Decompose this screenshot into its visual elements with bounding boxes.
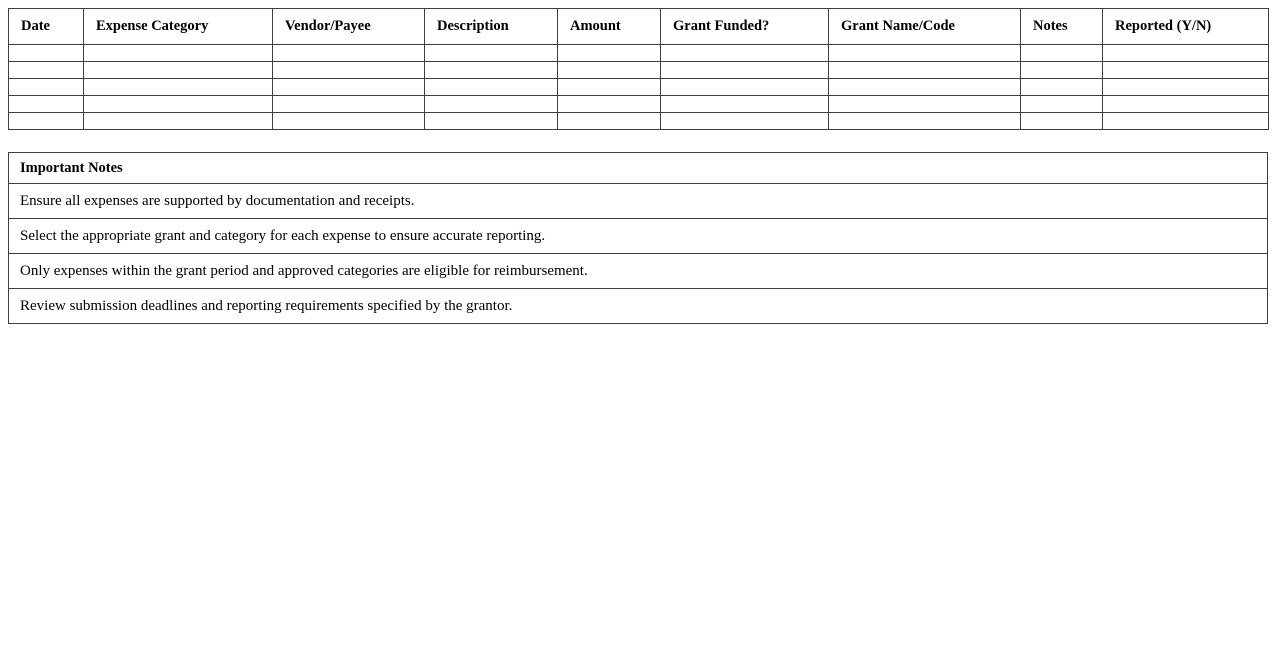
expense-cell[interactable] (1103, 45, 1269, 62)
expense-cell[interactable] (829, 79, 1021, 96)
expense-cell[interactable] (661, 62, 829, 79)
column-header-expense-category: Expense Category (84, 9, 273, 45)
note-item: Review submission deadlines and reporting requirements specified by the grantor. (9, 289, 1268, 324)
expense-cell[interactable] (661, 79, 829, 96)
column-header-amount: Amount (558, 9, 661, 45)
expense-cell[interactable] (661, 45, 829, 62)
expense-cell[interactable] (829, 96, 1021, 113)
expense-cell[interactable] (661, 113, 829, 130)
expense-cell[interactable] (425, 62, 558, 79)
column-header-grant-name-code: Grant Name/Code (829, 9, 1021, 45)
notes-title: Important Notes (9, 153, 1268, 184)
expense-cell[interactable] (273, 62, 425, 79)
expense-row (9, 96, 1269, 113)
expense-cell[interactable] (9, 62, 84, 79)
expense-cell[interactable] (425, 96, 558, 113)
expense-cell[interactable] (273, 113, 425, 130)
expense-cell[interactable] (1021, 113, 1103, 130)
column-header-grant-funded: Grant Funded? (661, 9, 829, 45)
expense-cell[interactable] (558, 96, 661, 113)
column-header-notes: Notes (1021, 9, 1103, 45)
note-row (9, 254, 1268, 289)
expense-cell[interactable] (84, 62, 273, 79)
note-row (9, 289, 1268, 324)
expense-tracker-table (8, 8, 1269, 130)
expense-cell[interactable] (9, 79, 84, 96)
expense-cell[interactable] (558, 45, 661, 62)
expense-cell[interactable] (1021, 96, 1103, 113)
column-header-description: Description (425, 9, 558, 45)
column-header-reported: Reported (Y/N) (1103, 9, 1269, 45)
expense-cell[interactable] (425, 113, 558, 130)
column-header-vendor-payee: Vendor/Payee (273, 9, 425, 45)
expense-cell[interactable] (425, 79, 558, 96)
note-item: Only expenses within the grant period and approved categories are eligible for reimbursement. (9, 254, 1268, 289)
expense-cell[interactable] (558, 79, 661, 96)
expense-table-header-row (9, 9, 1269, 45)
expense-row (9, 45, 1269, 62)
expense-cell[interactable] (84, 96, 273, 113)
expense-cell[interactable] (558, 62, 661, 79)
expense-cell[interactable] (829, 62, 1021, 79)
expense-cell[interactable] (273, 45, 425, 62)
expense-table-body (9, 45, 1269, 130)
note-item: Select the appropriate grant and category for each expense to ensure accurate reporting. (9, 219, 1268, 254)
expense-cell[interactable] (273, 79, 425, 96)
expense-cell[interactable] (425, 45, 558, 62)
expense-cell[interactable] (9, 45, 84, 62)
important-notes-table (8, 152, 1268, 324)
expense-cell[interactable] (1021, 45, 1103, 62)
expense-cell[interactable] (84, 113, 273, 130)
note-item: Ensure all expenses are supported by documentation and receipts. (9, 184, 1268, 219)
column-header-date: Date (9, 9, 84, 45)
expense-cell[interactable] (1103, 113, 1269, 130)
expense-cell[interactable] (273, 96, 425, 113)
expense-row (9, 62, 1269, 79)
expense-cell[interactable] (661, 96, 829, 113)
expense-cell[interactable] (84, 79, 273, 96)
expense-cell[interactable] (9, 113, 84, 130)
expense-cell[interactable] (829, 113, 1021, 130)
expense-row (9, 113, 1269, 130)
expense-cell[interactable] (1103, 79, 1269, 96)
note-row (9, 184, 1268, 219)
expense-cell[interactable] (1103, 96, 1269, 113)
expense-cell[interactable] (1103, 62, 1269, 79)
expense-cell[interactable] (9, 96, 84, 113)
notes-header-row (9, 153, 1268, 184)
expense-cell[interactable] (829, 45, 1021, 62)
expense-cell[interactable] (558, 113, 661, 130)
expense-cell[interactable] (1021, 62, 1103, 79)
expense-row (9, 79, 1269, 96)
note-row (9, 219, 1268, 254)
expense-cell[interactable] (1021, 79, 1103, 96)
expense-cell[interactable] (84, 45, 273, 62)
